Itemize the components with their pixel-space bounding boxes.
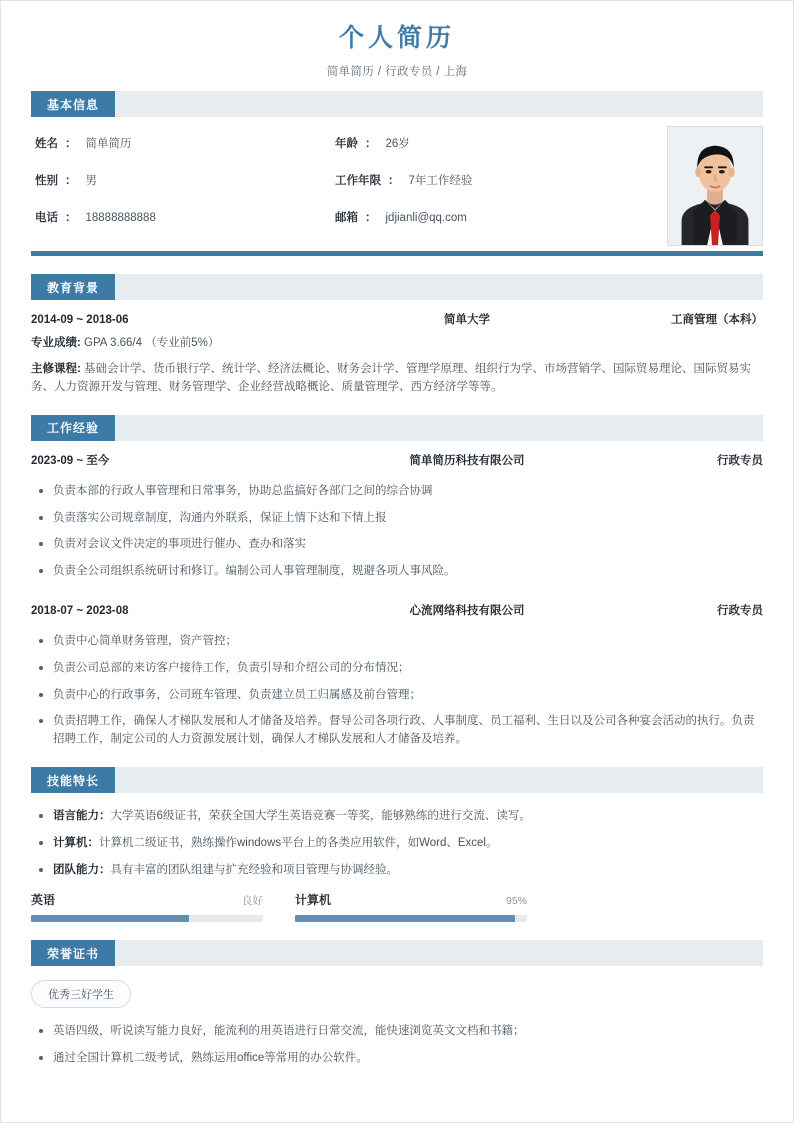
work-role: 行政专员 — [717, 454, 763, 467]
education-major: 工商管理（本科） — [671, 314, 763, 327]
honors-list — [31, 1008, 763, 1068]
education-block — [31, 300, 763, 396]
info-experience-colon: ： — [388, 175, 400, 188]
education-courses-label: 主修课程: — [31, 363, 81, 376]
spacer — [1, 397, 793, 415]
list-item: 负责中心的行政事务，公司班车管理、负责建立员工归属感及前台管理； — [31, 687, 763, 705]
skill-bar-level: 良好 — [242, 895, 263, 908]
info-age — [335, 135, 651, 151]
page-title: 个人简历 — [338, 24, 455, 52]
honors-block — [31, 966, 763, 1068]
education-gpa-value: GPA 3.66/4 （专业前5%） — [84, 337, 220, 350]
section-header-basic — [31, 91, 763, 117]
education-courses-value: 基础会计学、货币银行学、统计学、经济法概论、财务会计学、管理学原理、组织行为学、市场营销学、国际贸易理论、国际贸易实务、人力资源开发与管理、财务管理学、企业经营战略概论、质量管理学、西方经济学等等。 — [31, 363, 752, 393]
work-company: 简单简历科技有限公司 — [409, 454, 525, 467]
progress-track — [31, 915, 263, 922]
info-email-label: 邮箱 — [335, 212, 358, 225]
list-item: 通过全国计算机二级考试，熟练运用office等常用的办公软件。 — [31, 1050, 763, 1068]
skill-bar-name: 英语 — [31, 893, 56, 908]
info-gender-label: 性别 — [35, 175, 58, 188]
work-duty-list — [31, 468, 763, 581]
work-company: 心流网络科技有限公司 — [409, 604, 525, 617]
section-tab-education: 教育背景 — [31, 274, 115, 300]
work-period: 2018-07 ~ 2023-08 — [31, 604, 129, 617]
section-tab-honors: 荣誉证书 — [31, 940, 115, 966]
info-name-value: 简单简历 — [85, 138, 132, 151]
section-header-work — [31, 415, 763, 441]
progress-fill — [31, 915, 189, 922]
basic-info-grid — [31, 135, 651, 225]
list-item — [31, 835, 763, 853]
list-item: 英语四级，听说读写能力良好，能流利的用英语进行日常交流，能快速浏览英文文档和书籍； — [31, 1023, 763, 1041]
info-phone — [35, 209, 335, 225]
skill-bar-group — [31, 879, 763, 922]
honor-tag-row — [31, 966, 763, 1008]
education-courses — [31, 353, 763, 397]
work-header-row — [31, 441, 763, 468]
progress-fill — [295, 915, 515, 922]
info-name — [35, 135, 335, 151]
info-experience-value: 7年工作经验 — [408, 175, 473, 188]
skill-colon: ： — [99, 863, 111, 876]
info-name-label: 姓名 — [35, 138, 58, 151]
skill-text: 具有丰富的团队组建与扩充经验和项目管理与协调经验。 — [110, 863, 398, 876]
section-tab-skills: 技能特长 — [31, 767, 115, 793]
info-phone-label: 电话 — [35, 212, 58, 225]
skills-block — [31, 793, 763, 922]
info-gender-colon: ： — [65, 175, 77, 188]
list-item: 负责对会议文件决定的事项进行催办、查办和落实 — [31, 536, 763, 554]
skills-list — [31, 793, 763, 879]
skill-bar-computer — [295, 891, 527, 922]
work-role: 行政专员 — [717, 604, 763, 617]
section-tab-basic: 基本信息 — [31, 91, 115, 117]
info-gender — [35, 172, 335, 188]
info-age-colon: ： — [365, 138, 377, 151]
work-block — [31, 441, 763, 749]
work-header-row — [31, 591, 763, 618]
page-subtitle: 简单简历 / 行政专员 / 上海 — [326, 66, 468, 79]
list-item: 负责本部的行政人事管理和日常事务，协助总监搞好各部门之间的综合协调 — [31, 483, 763, 501]
list-item: 负责招聘工作，确保人才梯队发展和人才储备及培养。督导公司各项行政、人事制度、员工福利、生日以及公司各种宴会活动的执行。负责招聘工作，制定公司的人力资源发展计划，确保人才梯队发展和人才储备及培养。 — [31, 713, 763, 749]
list-item — [31, 808, 763, 826]
work-item — [31, 441, 763, 581]
info-email-colon: ： — [365, 212, 377, 225]
info-experience-label: 工作年限 — [335, 175, 381, 188]
status-badge: 优秀三好学生 — [31, 980, 131, 1008]
skill-bar-header — [31, 891, 263, 908]
info-name-colon: ： — [65, 138, 77, 151]
skill-colon: ： — [99, 810, 111, 822]
info-age-label: 年龄 — [335, 138, 358, 151]
basic-info-block — [31, 117, 763, 245]
section-header-honors — [31, 940, 763, 966]
education-period: 2014-09 ~ 2018-06 — [31, 314, 129, 327]
spacer — [1, 256, 793, 274]
skill-bar-level: 95% — [505, 895, 527, 908]
section-header-skills — [31, 767, 763, 793]
skill-bar-name: 计算机 — [295, 893, 332, 908]
info-email-value: jdjianli@qq.com — [385, 212, 467, 225]
skill-colon: ： — [87, 836, 99, 849]
list-item: 负责落实公司规章制度，沟通内外联系，保证上情下达和下情上报 — [31, 510, 763, 528]
section-header-education — [31, 274, 763, 300]
info-phone-colon: ： — [65, 212, 77, 225]
skill-bar-english — [31, 891, 263, 922]
spacer — [31, 581, 763, 591]
resume-header — [1, 1, 793, 91]
spacer — [1, 922, 793, 940]
portrait-photo-icon — [668, 127, 762, 245]
education-gpa — [31, 327, 763, 353]
skill-bar-header — [295, 891, 527, 908]
list-item: 负责中心简单财务管理，资产管控； — [31, 633, 763, 651]
work-item — [31, 591, 763, 749]
avatar — [667, 126, 763, 246]
section-tab-work: 工作经验 — [31, 415, 115, 441]
list-item: 负责全公司组织系统研讨和修订。编制公司人事管理制度，规避各项人事风险。 — [31, 563, 763, 581]
list-item: 负责公司总部的来访客户接待工作，负责引导和介绍公司的分布情况； — [31, 660, 763, 678]
work-period: 2023-09 ~ 至今 — [31, 454, 110, 467]
skill-text: 大学英语6级证书，荣获全国大学生英语竞赛一等奖，能够熟练的进行交流、读写。 — [110, 810, 531, 822]
education-gpa-label: 专业成绩: — [31, 337, 81, 350]
progress-track — [295, 915, 527, 922]
list-item — [31, 862, 763, 880]
info-gender-value: 男 — [85, 175, 97, 188]
education-school: 简单大学 — [444, 314, 490, 327]
info-phone-value: 18888888888 — [85, 212, 156, 225]
work-duty-list — [31, 618, 763, 749]
skill-label: 计算机 — [53, 836, 88, 849]
info-email — [335, 209, 651, 225]
skill-label: 团队能力 — [53, 863, 99, 876]
spacer — [1, 749, 793, 767]
skill-label: 语言能力 — [53, 810, 99, 822]
skill-text: 计算机二级证书，熟练操作windows平台上的各类应用软件，如Word、Excel。 — [99, 836, 498, 849]
info-experience — [335, 172, 651, 188]
education-row — [31, 300, 763, 327]
info-age-value: 26岁 — [385, 138, 410, 151]
